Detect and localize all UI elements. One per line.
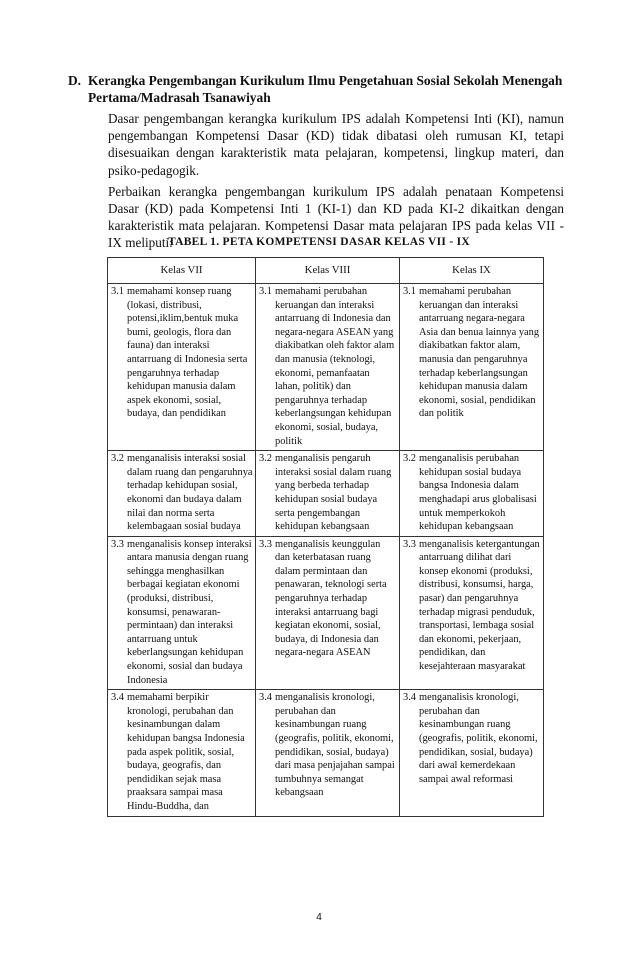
table-cell	[400, 536, 544, 690]
kd-text: menganalisis pengaruh interaksi sosial dalam ruang yang berbeda terhadap kehidupan sosial budaya serta pengembangan kehidupan kebangsaan	[275, 453, 392, 533]
paragraph-1: Dasar pengembangan kerangka kurikulum IPS adalah Kompetensi Inti (KI), namun pengembangan Kompetensi Dasar (KD) tidak dibatasi oleh rumusan KI, tetapi disesuaikan dengan karakteristik mata pelajaran, kompetensi, lingkup materi, dan psiko-pedagogik.	[108, 111, 564, 178]
table-cell	[108, 690, 256, 816]
kd-number: 3.4	[111, 692, 124, 704]
header-kelas-viii: Kelas VIII	[256, 258, 400, 284]
table-cell	[256, 451, 400, 537]
table-cell	[400, 690, 544, 816]
kd-text: menganalisis kronologi, perubahan dan kesinambungan ruang (geografis, politik, ekonomi, pendidikan, sosial, budaya) dari masa penjajahan sampai tumbuhnya semangat kebangsaan	[275, 692, 395, 799]
header-kelas-vii: Kelas VII	[108, 258, 256, 284]
kd-number: 3.4	[259, 692, 272, 704]
kd-text: memahami perubahan keruangan dan interaksi antarruang di Indonesia dan negara-negara ASEAN yang diakibatkan oleh faktor alam dan manusia (teknologi, ekonomi, pemanfaatan lahan, politik) dan pengaruhnya terhadap keberlangsungan kehidupan ekonomi, sosial, budaya, politik	[275, 286, 395, 447]
table-row	[108, 284, 544, 451]
header-kelas-ix: Kelas IX	[400, 258, 544, 284]
table-cell	[400, 284, 544, 451]
kd-number: 3.3	[403, 538, 416, 550]
table-row	[108, 536, 544, 690]
paragraph-2: Perbaikan kerangka pengembangan kurikulum IPS adalah penataan Kompetensi Dasar (KD) pada Kompetensi Inti 1 (KI-1) dan KD pada KI-2 dikaitkan dengan karakteristik mata pelajaran. Kompetensi Dasar mata pelajaran IPS pada kelas VII - IX meliputi:	[108, 183, 564, 251]
table-cell	[108, 451, 256, 537]
table-cell	[108, 284, 256, 451]
table-title: TABEL 1. PETA KOMPETENSI DASAR KELAS VII - IX	[167, 236, 471, 248]
table-row	[108, 451, 544, 537]
kd-number: 3.1	[111, 286, 124, 297]
section-title: Kerangka Pengembangan Kurikulum Ilmu Pengetahuan Sosial Sekolah Menengah Pertama/Madrasah Tsanawiyah	[88, 73, 563, 105]
kd-number: 3.4	[403, 692, 416, 704]
section-heading	[68, 72, 564, 106]
table-cell	[256, 536, 400, 690]
table-header-row	[108, 258, 544, 284]
kd-number: 3.3	[259, 538, 272, 550]
table-cell	[108, 536, 256, 690]
section-letter: D.	[68, 73, 82, 88]
kd-text: menganalisis perubahan kehidupan sosial budaya bangsa Indonesia dalam menghadapi arus globalisasi untuk memperkokoh kehidupan kebangsaan	[419, 453, 537, 533]
kd-text: menganalisis kronologi, perubahan dan kesinambungan ruang (geografis, politik, ekonomi, pendidikan, sosial, budaya) dari awal kemerdekaan sampai awal reformasi	[419, 692, 538, 785]
section-d	[68, 72, 564, 252]
kd-text: memahami berpikir kronologi, perubahan dan kesinambungan dalam kehidupan bangsa Indonesia pada aspek politik, sosial, budaya, geografis, dan pendidikan sejak masa praaksara sampai masa Hindu-Buddha, dan	[127, 692, 245, 812]
kd-number: 3.1	[259, 286, 272, 297]
kd-text: memahami konsep ruang (lokasi, distribusi, potensi,iklim,bentuk muka bumi, geologis, flora dan fauna) dan interaksi antarruang di Indonesia serta pengaruhnya terhadap kehidupan manusia dalam aspek ekonomi, sosial, budaya, dan pendidikan	[127, 286, 248, 420]
kd-text: menganalisis ketergantungan antarruang dilihat dari konsep ekonomi (produksi, distribusi, konsumsi, harga, pasar) dan pengaruhnya terhadap migrasi penduduk, transportasi, lembaga sosial dan ekonomi, pekerjaan, pendidikan, dan kesejahteraan masyarakat	[419, 538, 540, 673]
table-cell	[256, 690, 400, 816]
kd-text: menganalisis konsep interaksi antara manusia dengan ruang sehingga menghasilkan berbagai kegiatan ekonomi (produksi, distribusi, konsumsi, penawaran-permintaan) dan interaksi antarruang untuk keberlangsungan kehidupan ekonomi, sosial dan budaya Indonesia	[127, 538, 252, 686]
kd-number: 3.2	[111, 453, 124, 465]
kd-number: 3.2	[403, 453, 416, 465]
kd-number: 3.2	[259, 453, 272, 465]
kd-text: menganalisis interaksi sosial dalam ruang dan pengaruhnya terhadap kehidupan sosial, ekonomi dan budaya dalam nilai dan norma serta kelembagaan sosial budaya	[127, 453, 253, 533]
kd-number: 3.3	[111, 538, 124, 550]
table-row	[108, 690, 544, 816]
kd-text: memahami perubahan keruangan dan interaksi antarruang negara-negara Asia dan benua lainnya yang diakibatkan faktor alam, manusia dan pengaruhnya terhadap keberlangsungan kehidupan manusia dalam ekonomi, sosial, pendidikan dan politik	[419, 286, 540, 420]
competency-table	[107, 257, 544, 817]
kd-number: 3.1	[403, 286, 416, 297]
table-cell	[400, 451, 544, 537]
kd-text: menganalisis keunggulan dan keterbatasan ruang dalam permintaan dan penawaran, teknologi serta pengaruhnya terhadap interaksi antarruang bagi kegiatan ekonomi, sosial, budaya, di Indonesia dan negara-negara ASEAN	[275, 538, 387, 659]
page-number: 4	[316, 912, 322, 923]
table-cell	[256, 284, 400, 451]
